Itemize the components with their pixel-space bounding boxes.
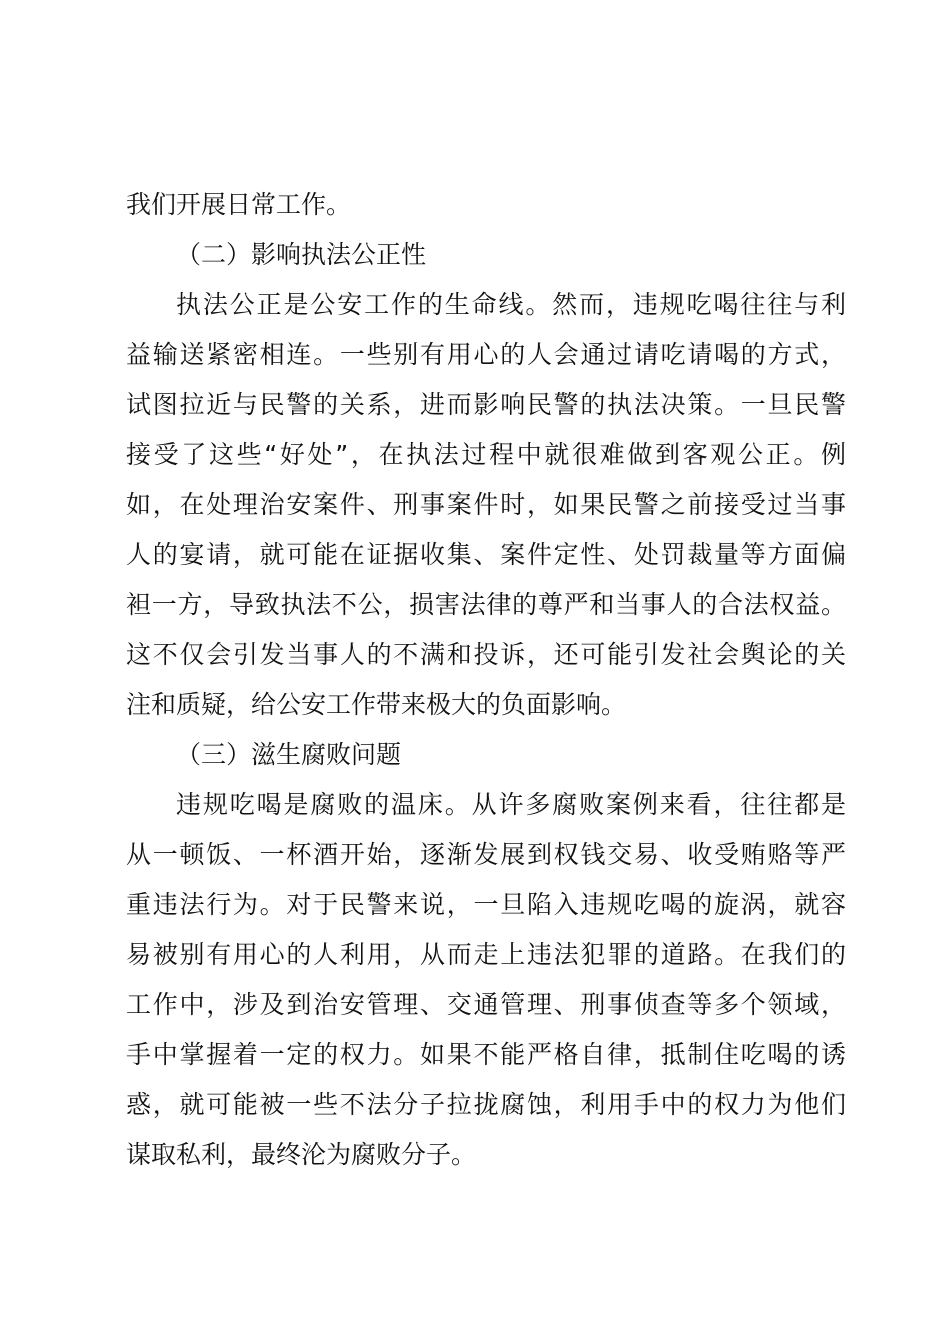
paragraph-line: 这不仅会引发当事人的不满和投诉，还可能引发社会舆论的关 [126,640,846,669]
paragraph-continuation: 我们开展日常工作。 [126,190,352,219]
paragraph-line: 惑，就可能被一些不法分子拉拢腐蚀，利用手中的权力为他们 [126,1090,846,1119]
paragraph-line: 违规吃喝是腐败的温床。从许多腐败案例来看，往往都是 [176,790,846,819]
section-heading-2: （二）影响执法公正性 [176,240,427,269]
paragraph-line: 手中掌握着一定的权力。如果不能严格自律，抵制住吃喝的诱 [126,1040,846,1069]
section-heading-3: （三）滋生腐败问题 [176,740,402,769]
paragraph-line: 接受了这些“好处”，在执法过程中就很难做到客观公正。例 [126,440,846,469]
paragraph-line: 注和质疑，给公安工作带来极大的负面影响。 [126,690,627,719]
paragraph-line: 重违法行为。对于民警来说，一旦陷入违规吃喝的旋涡，就容 [126,890,846,919]
paragraph-line: 谋取私利，最终沦为腐败分子。 [126,1140,477,1169]
paragraph-line: 益输送紧密相连。一些别有用心的人会通过请吃请喝的方式， [126,340,846,369]
paragraph-line: 执法公正是公安工作的生命线。然而，违规吃喝往往与利 [176,290,846,319]
paragraph-line: 工作中，涉及到治安管理、交通管理、刑事侦查等多个领域， [126,990,846,1019]
paragraph-line: 易被别有用心的人利用，从而走上违法犯罪的道路。在我们的 [126,940,846,969]
paragraph-line: 人的宴请，就可能在证据收集、案件定性、处罚裁量等方面偏 [126,540,846,569]
paragraph-line: 从一顿饭、一杯酒开始，逐渐发展到权钱交易、收受贿赂等严 [126,840,846,869]
paragraph-line: 袒一方，导致执法不公，损害法律的尊严和当事人的合法权益。 [126,590,846,619]
paragraph-line: 如，在处理治安案件、刑事案件时，如果民警之前接受过当事 [126,490,846,519]
paragraph-line: 试图拉近与民警的关系，进而影响民警的执法决策。一旦民警 [126,390,846,419]
